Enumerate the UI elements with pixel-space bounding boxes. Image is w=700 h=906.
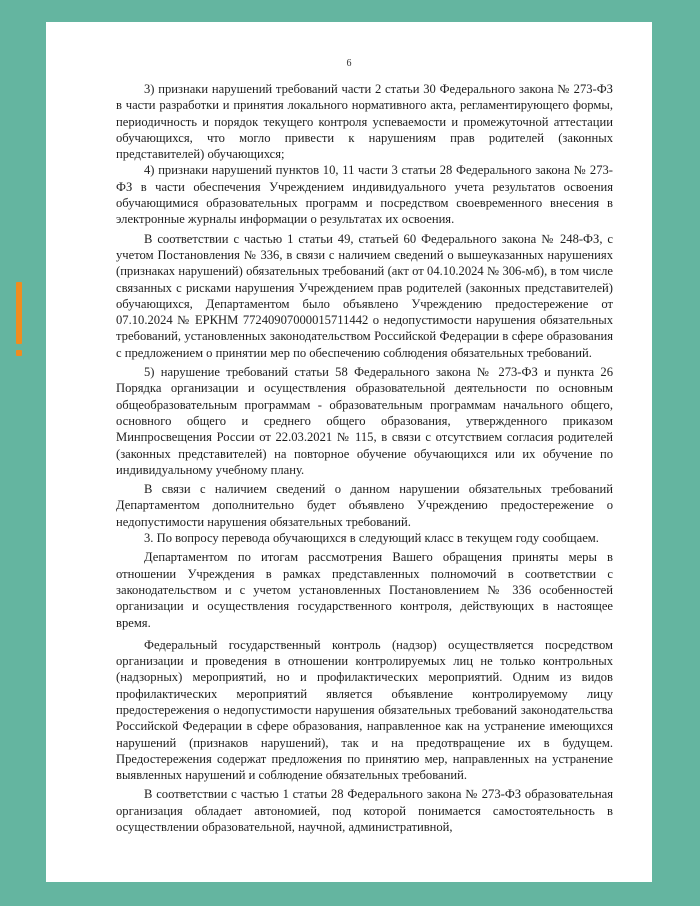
paragraph-additional-warning: В связи с наличием сведений о данном нарушении обязательных требований Департаментом дополнительно будет объявлено Учреждению предостережение о недопустимости нарушения обязательных требований.: [116, 482, 613, 529]
paragraph-warning-issued: В соответствии с частью 1 статьи 49, статьей 60 Федерального закона № 248-ФЗ, с учетом Постановления № 336, в связи с наличием сведений о вышеуказанных нарушениях (признаках нарушений) обязательных требований (акт от 04.10.2024 № 306-мб), в том числе связанных с рисками нарушения Учреждением прав родителей (законных представителей) обучающихся, Департаментом было объявлено Учреждению предостережение от 07.10.2024 № ЕРКНМ 77240907000015711442 о недопустимости нарушения обязательных требований, установленных законодательством Российской Федерации в сфере образования с предложением о принятии мер по обеспечению соблюдения обязательных требований.: [116, 231, 613, 360]
paragraph-item-3: 3) признаки нарушений требований части 2 статьи 30 Федерального закона № 273-ФЗ в части разработки и принятия локального нормативного акта, регламентирующего формы, периодичность и порядок текущего контроля успеваемости и промежуточной аттестации обучающихся, что могло привести к нарушениям прав родителей (законных представителей) обучающихся;: [116, 82, 613, 162]
paragraph-section-3: 3. По вопросу перевода обучающихся в следующий класс в текущем году сообщаем.: [144, 531, 599, 546]
document-page: [46, 22, 652, 882]
page-number: 6: [346, 58, 352, 69]
paragraph-federal-control: Федеральный государственный контроль (надзор) осуществляется посредством организации и проведения в отношении контролируемых лиц не только контрольных (надзорных) мероприятий, но и профилактических мероприятий. Одним из видов профилактических мероприятий является объявление контролируемому лицу предостережения о недопустимости нарушения обязательных требований законодательства Российской Федерации в сфере образования, направленное как на устранение имеющихся нарушений (признаков нарушений), так и на предотвращение их в будущем. Предостережения содержат предложения по принятию мер, направленных на устранение выявленных нарушений и соблюдение обязательных требований.: [116, 637, 613, 783]
paragraph-autonomy: В соответствии с частью 1 статьи 28 Федерального закона № 273-ФЗ образовательная организация обладает автономией, под которой понимается самостоятельность в осуществлении образовательной, научной, административной,: [116, 787, 613, 835]
paragraph-item-4: 4) признаки нарушений пунктов 10, 11 части 3 статьи 28 Федерального закона № 273-ФЗ в части обеспечения Учреждением индивидуального учета результатов освоения обучающимися образовательных программ и посредством своевременного внесения в электронные журналы информации о результатах их освоения.: [116, 163, 613, 227]
paragraph-item-5: 5) нарушение требований статьи 58 Федерального закона № 273-ФЗ и пункта 26 Порядка организации и осуществления образовательной деятельности по основным общеобразовательным программам - образовательным программам начального общего, основного общего и среднего общего образования, утвержденного приказом Минпросвещения России от 22.03.2021 № 115, в связи с отсутствием согласия родителей (законных представителей) на повторное обучение обучающихся или их обучение по индивидуальному учебному плану.: [116, 365, 613, 477]
paragraph-measures-taken: Департаментом по итогам рассмотрения Вашего обращения приняты меры в отношении Учреждения в рамках представленных полномочий в соответствии с законодательством и с учетом установленных Постановлением № 336 особенностей организации и осуществления государственного контроля, действующих в настоящее время.: [116, 550, 613, 630]
exclamation-marker-icon: [16, 282, 22, 362]
document-body: [116, 81, 613, 835]
